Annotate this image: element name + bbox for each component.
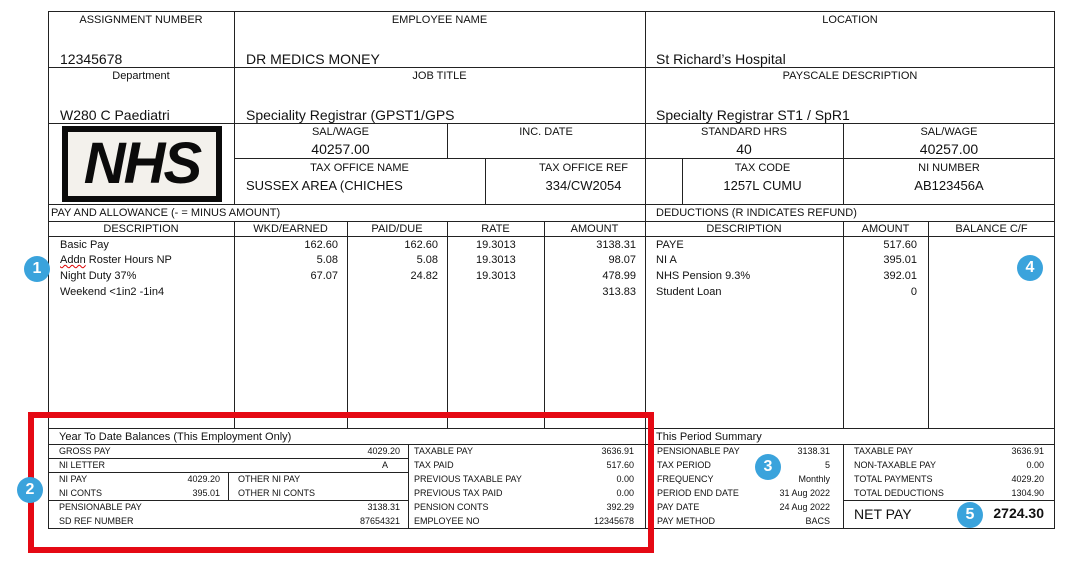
pay-paid: 5.08	[416, 254, 438, 266]
sal-wage-label: SAL/WAGE	[311, 126, 370, 138]
period-tax-period-label: TAX PERIOD	[657, 460, 711, 470]
ded-amount: 517.60	[883, 239, 917, 251]
ytd-gross-pay: 4029.20	[367, 446, 400, 456]
ytd-tax-paid: 517.60	[606, 460, 634, 470]
employee-name: DR MEDICS MONEY	[246, 51, 380, 67]
job-title-label: JOB TITLE	[412, 70, 467, 82]
ytd-employee-no: 12345678	[593, 516, 634, 526]
assignment-number-label: ASSIGNMENT NUMBER	[79, 14, 203, 26]
ni-number-label: NI NUMBER	[918, 162, 980, 174]
pay-desc: Night Duty 37%	[60, 270, 137, 282]
period-end-date: 31 Aug 2022	[779, 488, 830, 498]
ded-desc: NHS Pension 9.3%	[656, 270, 751, 282]
ded-col-description: DESCRIPTION	[706, 223, 782, 235]
nhs-logo-text: NHS	[83, 131, 201, 196]
period-tax-period: 5	[824, 460, 830, 470]
ded-amount: 392.01	[883, 270, 917, 282]
pay-wkd: 5.08	[316, 254, 338, 266]
period-end-date-label: PERIOD END DATE	[657, 488, 739, 498]
period-total-deductions-label: TOTAL DEDUCTIONS	[854, 488, 944, 498]
pay-amount: 313.83	[602, 286, 636, 298]
ytd-prev-taxable: 0.00	[616, 474, 634, 484]
ded-col-amount: AMOUNT	[861, 223, 910, 235]
pay-wkd: 67.07	[310, 270, 338, 282]
period-pay-method-label: PAY METHOD	[657, 516, 716, 526]
department: W280 C Paediatri	[60, 107, 170, 123]
ytd-title: Year To Date Balances (This Employment Only)	[59, 431, 292, 443]
period-non-taxable: 0.00	[1026, 460, 1044, 470]
period-frequency: Monthly	[798, 474, 830, 484]
period-non-taxable-label: NON-TAXABLE PAY	[854, 460, 937, 470]
period-frequency-label: FREQUENCY	[657, 474, 714, 484]
location: St Richard’s Hospital	[656, 51, 786, 67]
pay-rate: 19.3013	[476, 239, 516, 251]
ni-number: AB123456A	[914, 178, 984, 193]
ded-desc: Student Loan	[656, 286, 722, 298]
sal-wage-2: 40257.00	[919, 141, 979, 157]
tax-code: 1257L CUMU	[723, 178, 802, 193]
ytd-prev-tax: 0.00	[616, 488, 634, 498]
standard-hrs-label: STANDARD HRS	[701, 126, 787, 138]
period-total-payments-label: TOTAL PAYMENTS	[854, 474, 933, 484]
department-label: Department	[112, 70, 170, 82]
callout-badge-5: 5	[957, 502, 983, 528]
ytd-pension-conts: 392.29	[606, 502, 634, 512]
net-pay-value: 2724.30	[993, 505, 1044, 521]
ytd-sd-ref-label: SD REF NUMBER	[59, 516, 134, 526]
pay-section-label: PAY AND ALLOWANCE (- = MINUS AMOUNT)	[51, 207, 281, 219]
pay-amount: 3138.31	[596, 239, 636, 251]
period-pensionable-pay-label: PENSIONABLE PAY	[657, 446, 740, 456]
period-taxable-pay: 3636.91	[1011, 446, 1044, 456]
ytd-ni-letter-label: NI LETTER	[59, 460, 106, 470]
ytd-gross-pay-label: GROSS PAY	[59, 446, 111, 456]
tax-office-name: SUSSEX AREA (CHICHES	[246, 178, 403, 193]
location-label: LOCATION	[822, 14, 878, 26]
period-pay-date-label: PAY DATE	[657, 502, 700, 512]
period-pay-method: BACS	[805, 516, 830, 526]
period-total-payments: 4029.20	[1011, 474, 1044, 484]
period-taxable-pay-label: TAXABLE PAY	[854, 446, 914, 456]
ytd-ni-conts-label: NI CONTS	[59, 488, 103, 498]
payscale-label: PAYSCALE DESCRIPTION	[782, 70, 918, 82]
ded-desc: NI A	[656, 254, 677, 266]
tax-office-name-label: TAX OFFICE NAME	[310, 162, 409, 174]
ytd-employee-no-label: EMPLOYEE NO	[414, 516, 480, 526]
assignment-number: 12345678	[60, 51, 123, 67]
callout-badge-1: 1	[24, 256, 50, 282]
pay-col-amount: AMOUNT	[570, 223, 619, 235]
ytd-taxable-pay-label: TAXABLE PAY	[414, 446, 474, 456]
net-pay-label: NET PAY	[854, 506, 912, 522]
ded-amount: 395.01	[883, 254, 917, 266]
ytd-sd-ref: 87654321	[359, 516, 400, 526]
pay-rate: 19.3013	[476, 270, 516, 282]
pay-wkd: 162.60	[304, 239, 338, 251]
pay-paid: 162.60	[404, 239, 438, 251]
ded-col-balance: BALANCE C/F	[955, 223, 1028, 235]
pay-desc: Basic Pay	[60, 239, 109, 251]
pay-paid: 24.82	[410, 270, 438, 282]
ytd-prev-tax-label: PREVIOUS TAX PAID	[414, 488, 503, 498]
tax-code-label: TAX CODE	[734, 162, 791, 174]
callout-badge-2: 2	[17, 477, 43, 503]
pay-desc: Weekend <1in2 -1in4	[60, 286, 165, 298]
ded-amount: 0	[910, 286, 917, 298]
deductions-section-label: DEDUCTIONS (R INDICATES REFUND)	[656, 207, 857, 219]
pay-col-paid: PAID/DUE	[371, 223, 423, 235]
inc-date-label: INC. DATE	[519, 126, 573, 138]
tax-office-ref: 334/CW2054	[545, 178, 622, 193]
ded-desc: PAYE	[656, 239, 684, 251]
sal-wage-2-label: SAL/WAGE	[920, 126, 978, 138]
sal-wage: 40257.00	[311, 141, 370, 157]
pay-rate: 19.3013	[476, 254, 516, 266]
ytd-pension-conts-label: PENSION CONTS	[414, 502, 489, 512]
ytd-prev-taxable-label: PREVIOUS TAXABLE PAY	[414, 474, 522, 484]
pay-amount: 98.07	[608, 254, 636, 266]
period-pensionable-pay: 3138.31	[797, 446, 830, 456]
pay-desc: Addn Roster Hours NP	[60, 254, 172, 266]
ytd-highlight-box	[28, 412, 654, 553]
period-pay-date: 24 Aug 2022	[779, 502, 830, 512]
callout-badge-4: 4	[1017, 255, 1043, 281]
ytd-pensionable-pay: 3138.31	[367, 502, 400, 512]
period-total-deductions: 1304.90	[1011, 488, 1044, 498]
nhs-logo	[62, 126, 222, 202]
ytd-ni-letter: A	[381, 460, 388, 470]
pay-col-description: DESCRIPTION	[103, 223, 179, 235]
pay-col-rate: RATE	[481, 223, 510, 235]
ytd-pensionable-pay-label: PENSIONABLE PAY	[59, 502, 142, 512]
payscale-description: Specialty Registrar ST1 / SpR1	[656, 107, 850, 123]
ytd-ni-pay: 4029.20	[187, 474, 220, 484]
ytd-tax-paid-label: TAX PAID	[414, 460, 454, 470]
tax-office-ref-label: TAX OFFICE REF	[538, 162, 629, 174]
standard-hrs: 40	[736, 141, 752, 157]
ytd-ni-conts: 395.01	[192, 488, 220, 498]
job-title: Speciality Registrar (GPST1/GPS	[246, 107, 455, 123]
period-title: This Period Summary	[656, 431, 762, 443]
pay-col-wkd: WKD/EARNED	[253, 223, 328, 235]
ytd-other-ni-pay-label: OTHER NI PAY	[238, 474, 301, 484]
ytd-ni-pay-label: NI PAY	[59, 474, 88, 484]
ytd-other-ni-conts-label: OTHER NI CONTS	[238, 488, 316, 498]
employee-name-label: EMPLOYEE NAME	[391, 14, 488, 26]
ytd-taxable-pay: 3636.91	[601, 446, 634, 456]
pay-amount: 478.99	[602, 270, 636, 282]
callout-badge-3: 3	[755, 454, 781, 480]
